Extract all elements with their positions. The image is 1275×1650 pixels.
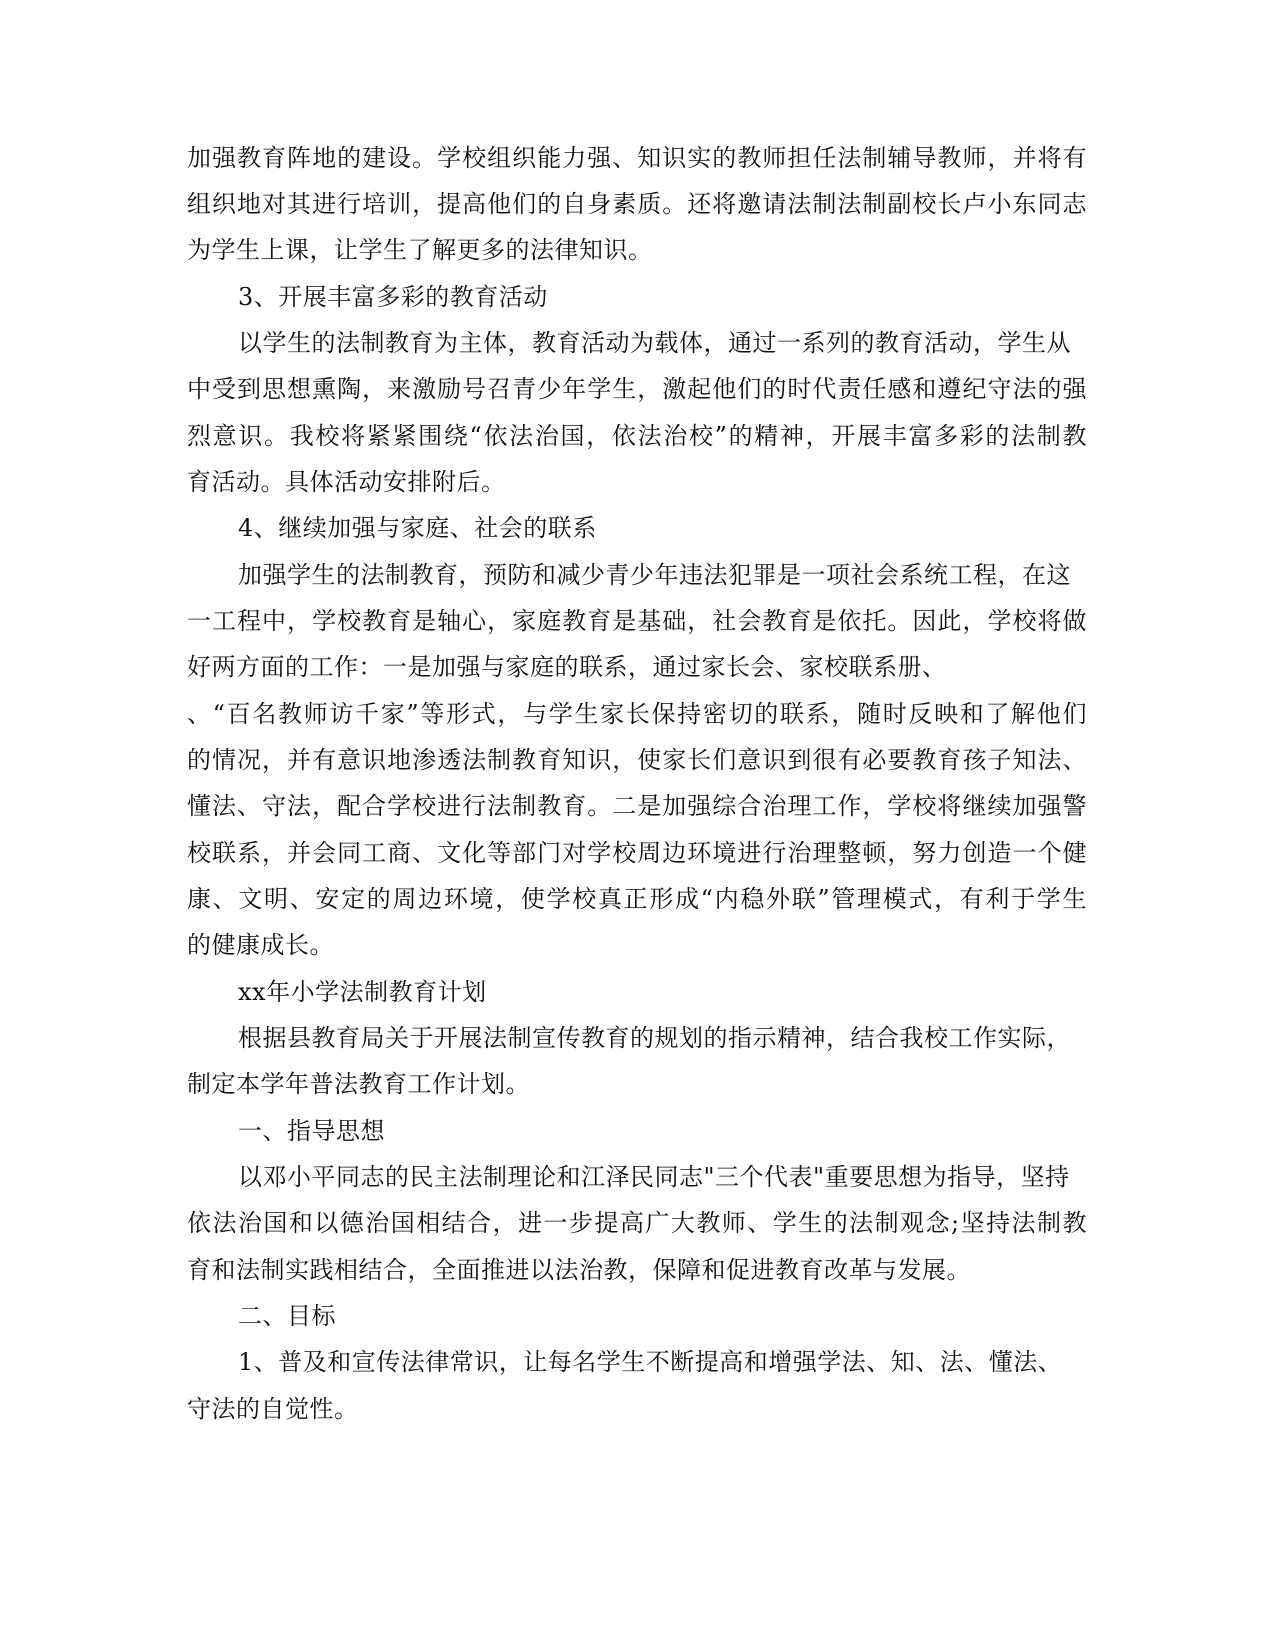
body-text-line: 组织地对其进行培训，提高他们的自身素质。还将邀请法制法制副校长卢小东同志 [187,190,1087,218]
body-text-line: 校联系，并会同工商、文化等部门对学校周边环境进行治理整顿，努力创造一个健 [187,839,1087,867]
body-text-line: 1、普及和宣传法律常识，让每名学生不断提高和增强学法、知、法、懂法、 [238,1348,1063,1376]
body-text-line: 育活动。具体活动安排附后。 [187,468,506,496]
section-heading: 4、继续加强与家庭、社会的联系 [238,514,597,542]
body-text-line: 为学生上课，让学生了解更多的法律知识。 [187,236,653,264]
section-heading: 一、指导思想 [238,1117,385,1145]
body-text-line: 守法的自觉性。 [187,1395,359,1423]
body-text-line: 依法治国和以德治国相结合，进一步提高广大教师、学生的法制观念;坚持法制教 [187,1209,1087,1237]
body-text-line: 加强教育阵地的建设。学校组织能力强、知识实的教师担任法制辅导教师，并将有 [187,144,1087,172]
body-text-line: 烈意识。我校将紧紧围绕“依法治国，依法治校”的精神，开展丰富多彩的法制教 [187,422,1087,450]
body-text-line: 以学生的法制教育为主体，教育活动为载体，通过一系列的教育活动，学生从 [238,329,1071,357]
body-text-line: 的情况，并有意识地渗透法制教育知识，使家长们意识到很有必要教育孩子知法、 [187,746,1087,774]
document-title: xx年小学法制教育计划 [238,978,487,1006]
body-text-line: 中受到思想熏陶，来激励号召青少年学生，激起他们的时代责任感和遵纪守法的强 [187,375,1087,403]
body-text-line: 懂法、守法，配合学校进行法制教育。二是加强综合治理工作，学校将继续加强警 [187,792,1087,820]
body-text-line: 康、文明、安定的周边环境，使学校真正形成“内稳外联”管理模式，有利于学生 [187,885,1087,913]
body-text-line: 好两方面的工作：一是加强与家庭的联系，通过家长会、家校联系册、 [187,653,947,681]
body-text-line: 根据县教育局关于开展法制宣传教育的规划的指示精神，结合我校工作实际， [238,1024,1071,1052]
body-text-line: 一工程中，学校教育是轴心，家庭教育是基础，社会教育是依托。因此，学校将做 [187,607,1087,635]
section-heading: 3、开展丰富多彩的教育活动 [238,283,548,311]
body-text-line: 育和法制实践相结合，全面推进以法治教，保障和促进教育改革与发展。 [187,1256,971,1284]
section-heading: 二、目标 [238,1302,336,1330]
body-text-line: 、“百名教师访千家”等形式，与学生家长保持密切的联系，随时反映和了解他们 [187,700,1087,728]
body-text-line: 制定本学年普法教育工作计划。 [187,1070,530,1098]
body-text-line: 加强学生的法制教育，预防和减少青少年违法犯罪是一项社会系统工程，在这 [238,561,1071,589]
body-text-line: 以邓小平同志的民主法制理论和江泽民同志"三个代表"重要思想为指导，坚持 [238,1163,1070,1191]
body-text-line: 的健康成长。 [187,931,334,959]
